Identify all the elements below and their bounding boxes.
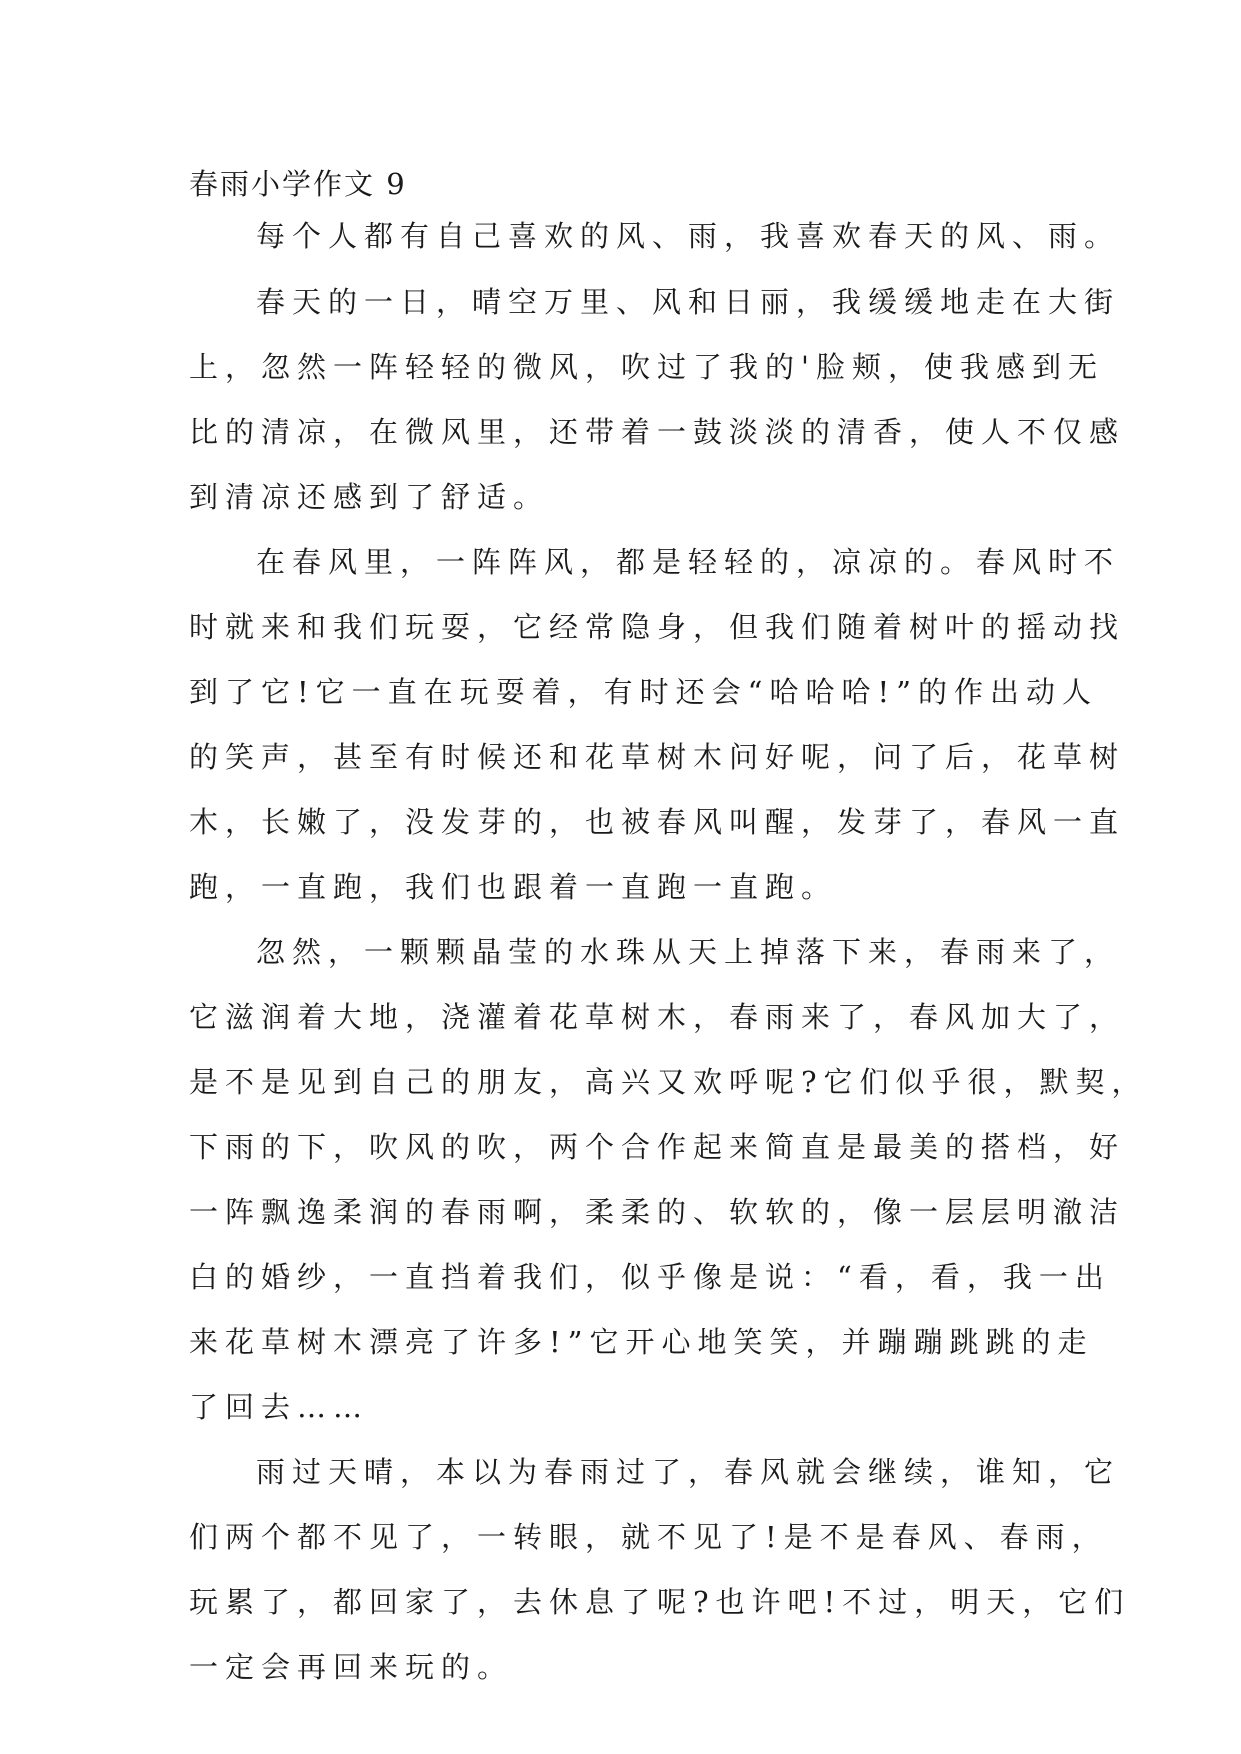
paragraph-line: 白的婚纱，一直挡着我们，似乎像是说：“看，看，我一出 [189,1260,1111,1294]
paragraph-line: 忽然，一颗颗晶莹的水珠从天上掉落下来，春雨来了， [256,935,1121,969]
paragraph-line: 是不是见到自己的朋友，高兴又欢呼呢?它们似乎很，默契， [189,1065,1148,1099]
document-title: 春雨小学作文 9 [189,167,407,201]
paragraph-line: 的笑声，甚至有时候还和花草树木问好呢，问了后，花草树 [189,740,1126,774]
paragraph-line: 到了它!它一直在玩耍着，有时还会“哈哈哈!”的作出动人 [189,675,1098,709]
paragraph-line: 上，忽然一阵轻轻的微风，吹过了我的'脸颊，使我感到无 [189,350,1104,384]
paragraph-line: 跑，一直跑，我们也跟着一直跑一直跑。 [189,870,838,904]
paragraph-line: 时就来和我们玩耍，它经常隐身，但我们随着树叶的摇动找 [189,610,1126,644]
paragraph-line: 一阵飘逸柔润的春雨啊，柔柔的、软软的，像一层层明澈洁 [189,1195,1126,1229]
paragraph-line: 下雨的下，吹风的吹，两个合作起来简直是最美的搭档，好 [189,1130,1126,1164]
paragraph-line: 一定会再回来玩的。 [189,1650,514,1684]
paragraph-line: 每个人都有自己喜欢的风、雨，我喜欢春天的风、雨。 [256,219,1121,253]
paragraph-line: 到清凉还感到了舒适。 [189,480,550,514]
paragraph-line: 雨过天晴，本以为春雨过了，春风就会继续，谁知，它 [256,1455,1121,1489]
paragraph-line: 们两个都不见了，一转眼，就不见了!是不是春风、春雨， [189,1520,1108,1554]
paragraph-line: 来花草树木漂亮了许多!”它开心地笑笑，并蹦蹦跳跳的走 [189,1325,1094,1359]
paragraph-line: 春天的一日，晴空万里、风和日丽，我缓缓地走在大街 [256,285,1121,319]
paragraph-line: 木，长嫩了，没发芽的，也被春风叫醒，发芽了，春风一直 [189,805,1126,839]
paragraph-line: 在春风里，一阵阵风，都是轻轻的，凉凉的。春风时不 [256,545,1121,579]
paragraph-line: 了回去…… [189,1390,370,1424]
paragraph-line: 玩累了，都回家了，去休息了呢?也许吧!不过，明天，它们 [189,1585,1131,1619]
paragraph-line: 比的清凉，在微风里，还带着一鼓淡淡的清香，使人不仅感 [189,415,1126,449]
paragraph-line: 它滋润着大地，浇灌着花草树木，春雨来了，春风加大了， [189,1000,1126,1034]
